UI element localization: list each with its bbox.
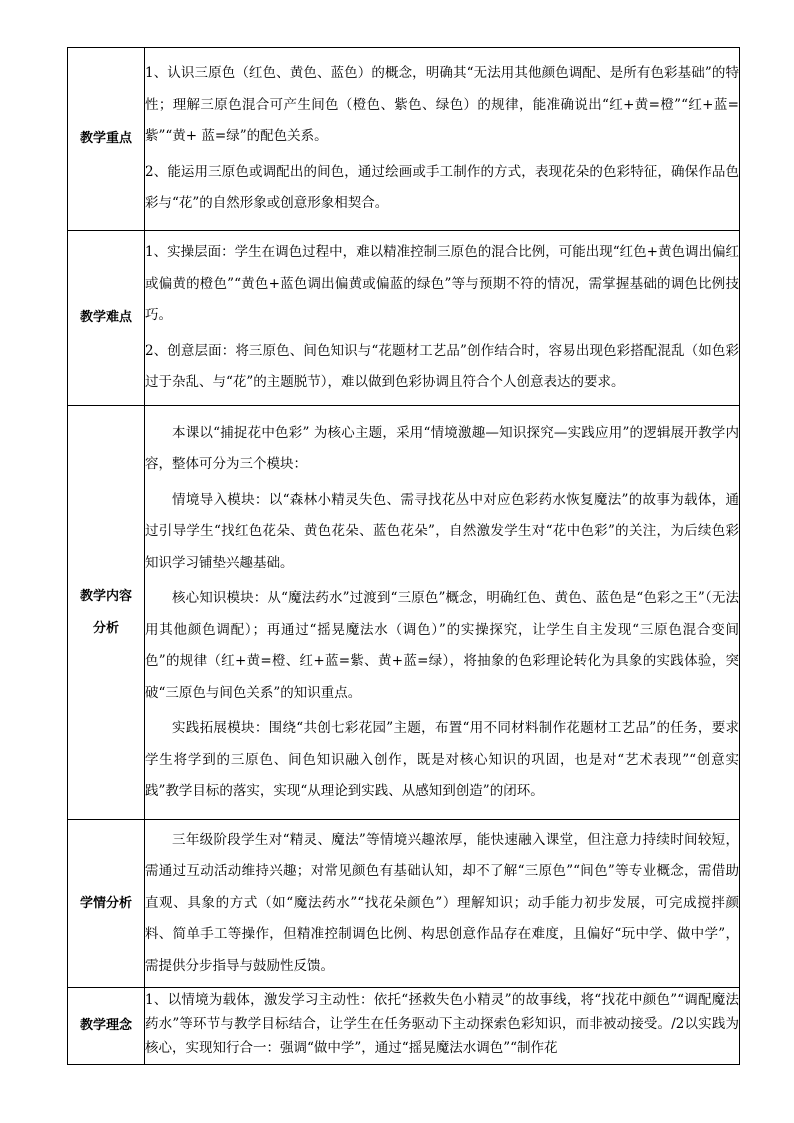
row-teaching-philosophy xyxy=(68,988,740,1065)
label-learner-analysis: 学情分析 xyxy=(68,820,145,988)
row-content-analysis xyxy=(68,406,740,820)
row-difficulties xyxy=(68,231,740,406)
teaching-philosophy-paragraph-1: 1、以情境为载体，激发学习主动性：依托“拯救失色小精灵”的故事线，将“找花中颜色”“调配魔法药水”等环节与教学目标结合，让学生在任务驱动下主动探索色彩知识，而非被动接受。/2以实践为核心，实现知行合一：强调“做中学”，通过“摇晃魔法水调色”“制作花 xyxy=(145,992,739,1056)
key-points-paragraph-2: 2、能运用三原色或调配出的间色，通过绘画或手工制作的方式，表现花朵的色彩特征，确保作品色彩与“花”的自然形象或创意形象相契合。 xyxy=(145,163,739,212)
row-key-points xyxy=(68,48,740,231)
content-content-analysis xyxy=(145,406,740,820)
row-learner-analysis xyxy=(68,820,740,988)
content-analysis-paragraph-2: 情境导入模块：以“森林小精灵失色、需寻找花丛中对应色彩药水恢复魔法”的故事为载体，通过引导学生“找红色花朵、黄色花朵、蓝色花朵”，自然激发学生对“花中色彩”的关注，为后续色彩知识学习铺垫兴趣基础。 xyxy=(145,491,739,571)
label-difficulties: 教学难点 xyxy=(68,231,145,406)
content-analysis-paragraph-1: 本课以“捕捉花中色彩” 为核心主题，采用“情境激趣—知识探究—实践应用”的逻辑展开教学内容，整体可分为三个模块： xyxy=(145,424,739,472)
label-teaching-philosophy: 教学理念 xyxy=(68,988,145,1065)
difficulties-paragraph-1: 1、实操层面：学生在调色过程中，难以精准控制三原色的混合比例，可能出现“红色+黄色调出偏红或偏黄的橙色”“黄色+蓝色调出偏黄或偏蓝的绿色”等与预期不符的情况，需掌握基础的调色比例技巧。 xyxy=(145,244,739,324)
content-analysis-paragraph-3: 核心知识模块：从“魔法药水”过渡到“三原色”概念，明确红色、黄色、蓝色是“色彩之王”（无法用其他颜色调配）；再通过“摇晃魔法水（调色）”的实操探究，让学生自主发现“三原色混合变间色”的规律（红+黄=橙、红+蓝=紫、黄+蓝=绿），将抽象的色彩理论转化为具象的实践体验，突破“三原色与间色关系”的知识重点。 xyxy=(145,590,739,701)
content-analysis-paragraph-4: 实践拓展模块：围绕“共创七彩花园”主题，布置“用不同材料制作花题材工艺品”的任务，要求学生将学到的三原色、间色知识融入创作，既是对核心知识的巩固，也是对“艺术表现”“创意实践”教学目标的落实，实现“从理论到实践、从感知到创造”的闭环。 xyxy=(145,720,739,799)
content-difficulties xyxy=(145,231,740,406)
label-content-analysis: 教学内容分析 xyxy=(68,406,145,820)
label-key-points: 教学重点 xyxy=(68,48,145,231)
key-points-paragraph-1: 1、认识三原色（红色、黄色、蓝色）的概念，明确其“无法用其他颜色调配、是所有色彩基础”的特性；理解三原色混合可产生间色（橙色、紫色、绿色）的规律，能准确说出“红+黄=橙”“红+蓝=紫”“黄+ 蓝=绿”的配色关系。 xyxy=(145,65,739,145)
lesson-plan-table xyxy=(67,47,740,1065)
learner-analysis-paragraph-1: 三年级阶段学生对“精灵、魔法”等情境兴趣浓厚，能快速融入课堂，但注意力持续时间较短，需通过互动活动维持兴趣；对常见颜色有基础认知，却不了解“三原色”“间色”等专业概念，需借助直观、具象的方式（如“魔法药水”“找花朵颜色”）理解知识；动手能力初步发展，可完成搅拌颜料、简单手工等操作，但精准控制调色比例、构思创意作品存在难度，且偏好“玩中学、做中学”，需提供分步指导与鼓励性反馈。 xyxy=(145,831,739,974)
content-key-points xyxy=(145,48,740,231)
content-learner-analysis xyxy=(145,820,740,988)
difficulties-paragraph-2: 2、创意层面：将三原色、间色知识与“花题材工艺品”创作结合时，容易出现色彩搭配混乱（如色彩过于杂乱、与“花”的主题脱节），难以做到色彩协调且符合个人创意表达的要求。 xyxy=(145,342,739,391)
content-teaching-philosophy xyxy=(145,988,740,1065)
